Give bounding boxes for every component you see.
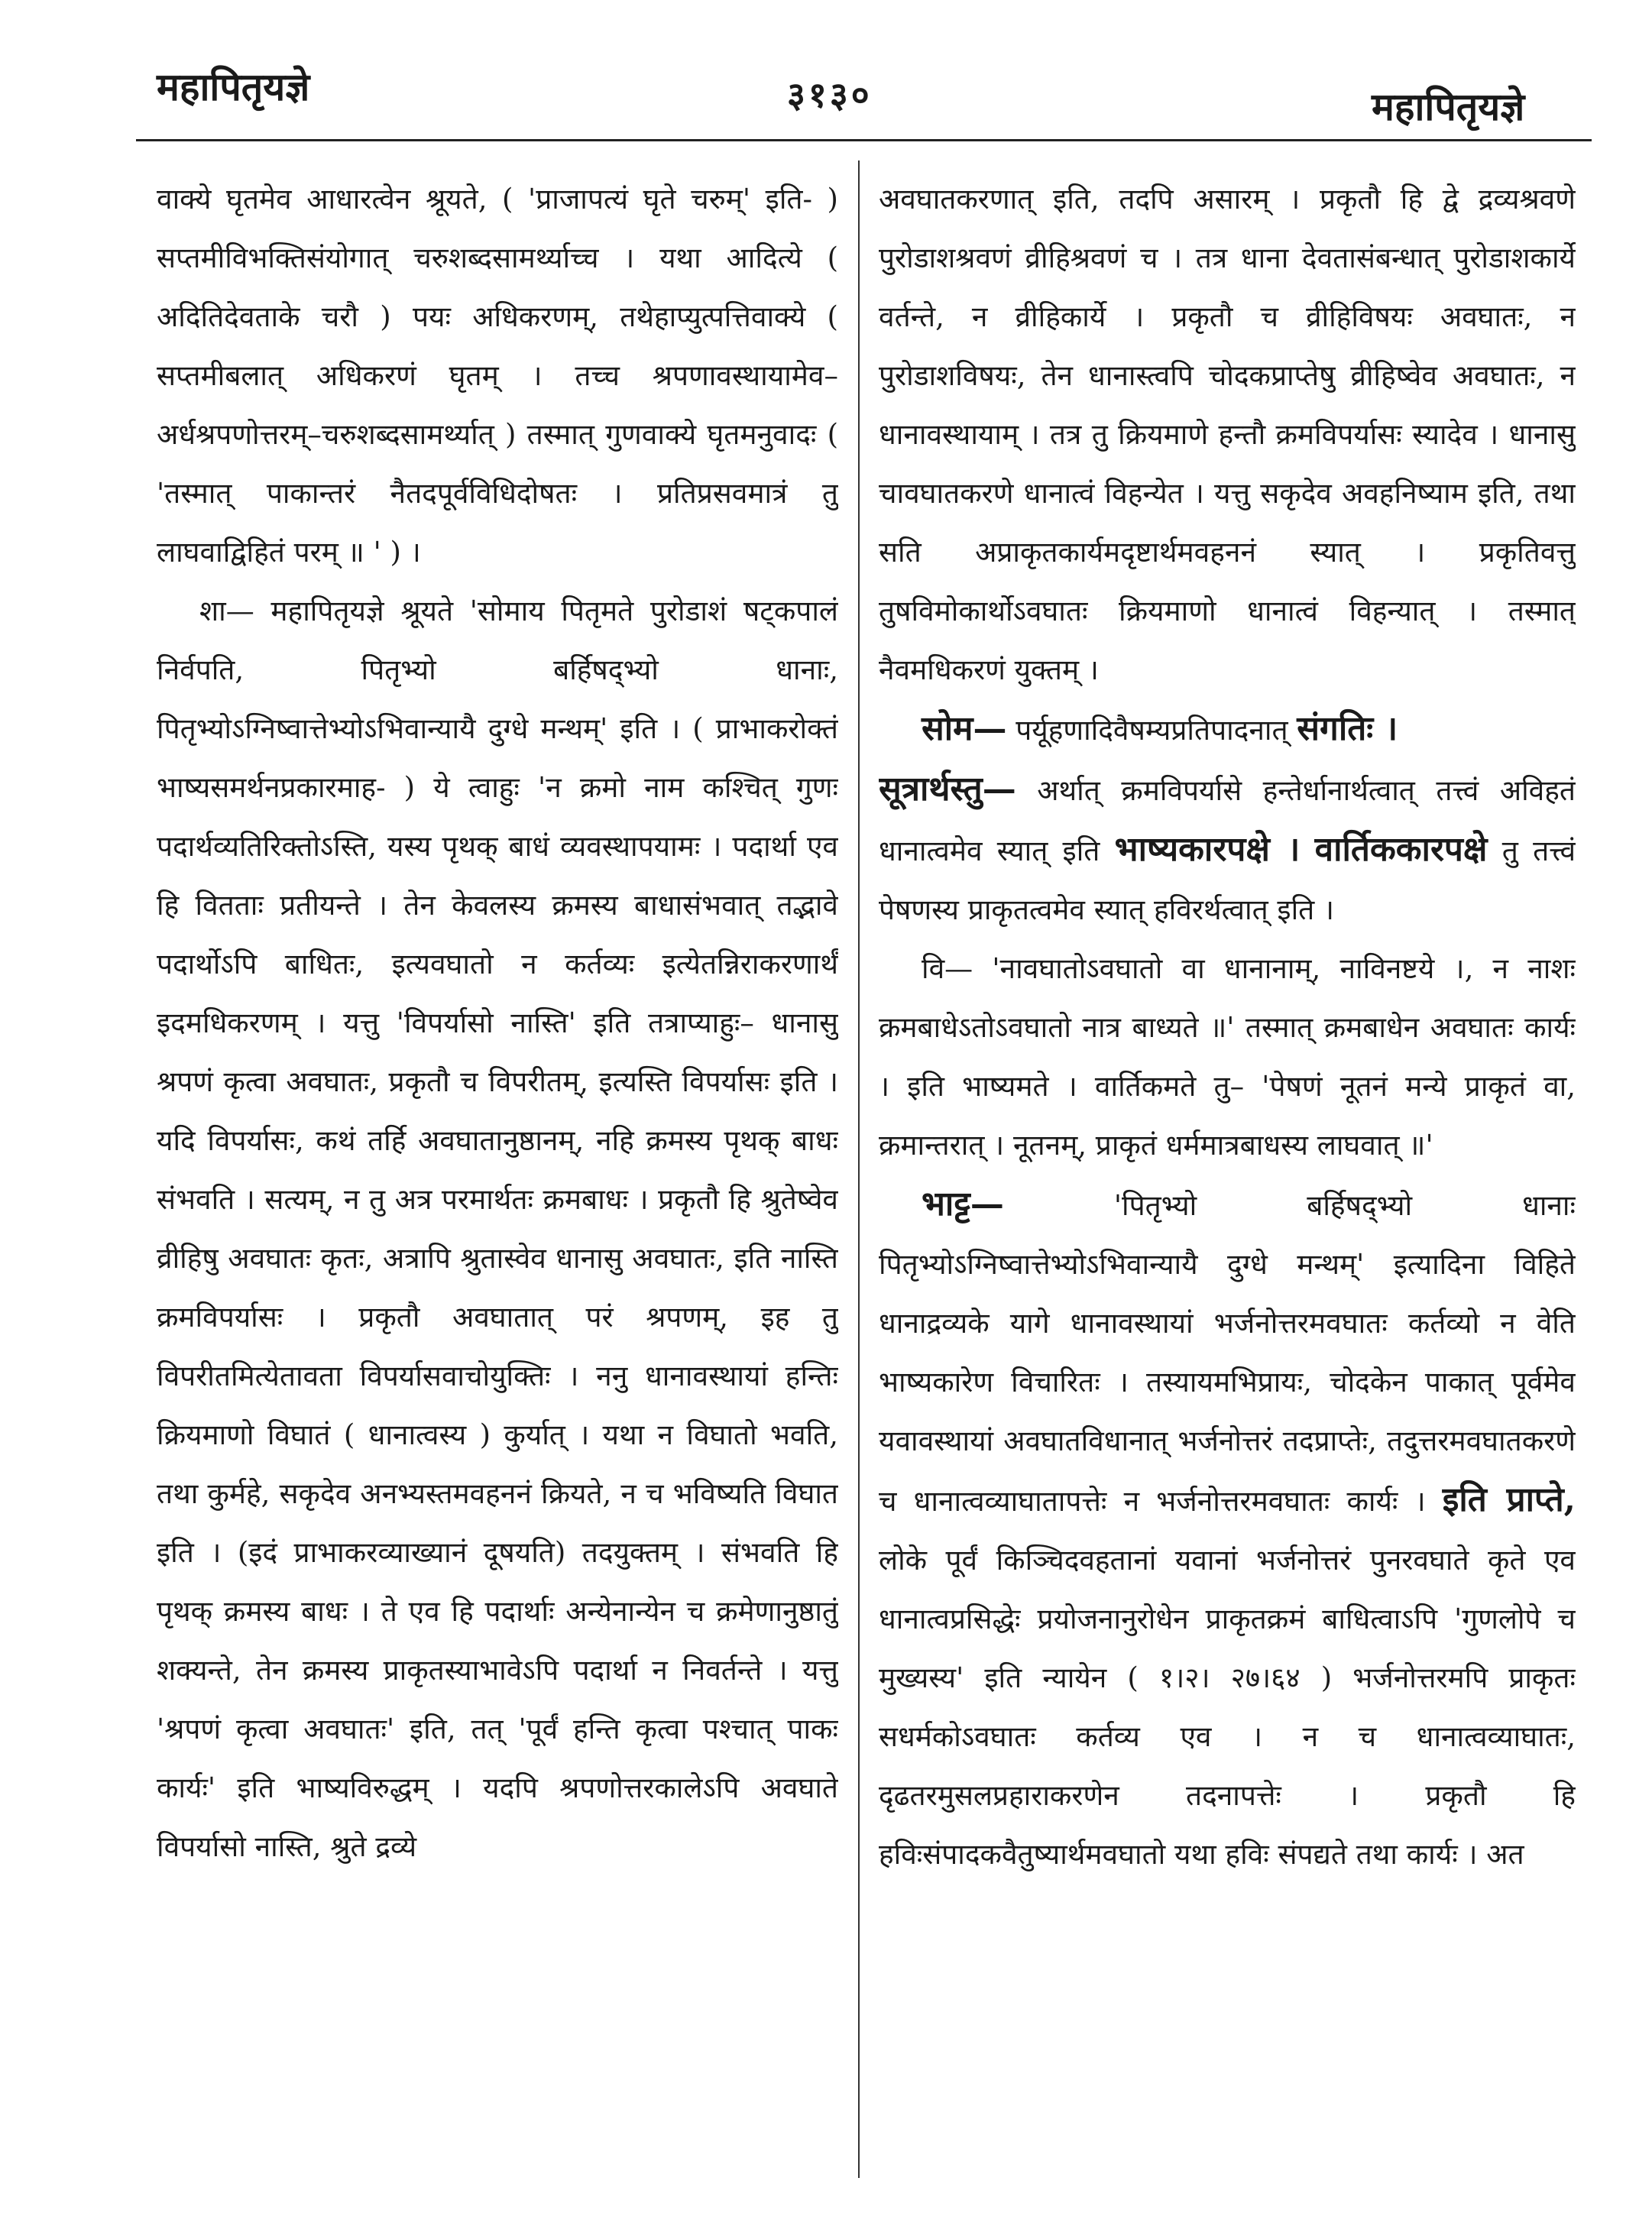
sangati-label: संगतिः । (1297, 709, 1398, 748)
paragraph (157, 582, 838, 1876)
paragraph (879, 939, 1576, 1175)
column-divider (858, 160, 860, 2178)
page-number: ३१३० (787, 74, 873, 115)
bhashyakara-label: भाष्यकारपक्षे । (1114, 830, 1301, 869)
paragraph-text: अर्थात् क्रमविपर्यासे हन्तेर्धानार्थत्वात् तत्त्वं अविहतं धानात्वमेव स्यात् इति (879, 774, 1576, 867)
header-rule (136, 139, 1592, 141)
section-label-soma: सोम— (922, 709, 1007, 748)
paragraph-text: तु तत्त्वं पेषणस्य प्राकृतत्वमेव स्यात् हविरर्थत्वात् इति । (879, 835, 1576, 926)
page-header (0, 0, 1652, 145)
right-column (879, 170, 1576, 2187)
paragraph (879, 699, 1576, 760)
paragraph: वाक्ये घृतमेव आधारत्वेन श्रूयते, ( 'प्राजापत्यं घृते चरुम्' इति- ) सप्तमीविभक्तिसंयोगात् चरुशब्दसामर्थ्याच्च । यथा आदित्ये ( अदितिदेवताके चरौ ) पयः अधिकरणम्, तथेहाप्युत्पत्तिवाक्ये ( सप्तमीबलात् अधिकरणं घृतम् । तच्च श्रपणावस्थायामेव–अर्धश्रपणोत्तरम्–चरुशब्दसामर्थ्यात् ) तस्मात् गुणवाक्ये घृतमनुवादः ( 'तस्मात् पाकान्तरं नैतदपूर्वविधिदोषतः । प्रतिप्रसवमात्रं तु लाघवाद्विहितं परम् ॥ ' ) । (157, 183, 838, 569)
left-column (157, 170, 838, 2187)
running-head-right: महापितृयज्ञे (1372, 84, 1525, 129)
paragraph-text: महापितृयज्ञे श्रूयते 'सोमाय पितृमते पुरोडाशं षट्कपालं निर्वपति, पितृभ्यो बर्हिषद्भ्यो धानाः, पितृभ्योऽग्निष्वात्तेभ्योऽभिवान्यायै दुग्धे मन्थम्' इति । ( प्राभाकरोक्तं भाष्यसमर्थनप्रकारमाह- ) ये त्वाहुः 'न क्रमो नाम कश्चित् गुणः पदार्थव्यतिरिक्तोऽस्ति, यस्य पृथक् बाधं व्यवस्थापयामः । पदार्था एव हि वितताः प्रतीयन्ते । तेन केवलस्य क्रमस्य बाधासंभवात् तद्भावे पदार्थोऽपि बाधितः, इत्यवघातो न कर्तव्यः इत्येतन्निराकरणार्थं इदमधिकरणम् । यत्तु 'विपर्यासो नास्ति' इति तत्राप्याहुः– धानासु श्रपणं कृत्वा अवघातः, प्रकृतौ च विपरीतम्, इत्यस्ति विपर्यासः इति । यदि विपर्यासः, कथं तर्हि अवघातानुष्ठानम्, नहि क्रमस्य पृथक् बाधः संभवति । सत्यम्, न तु अत्र परमार्थतः क्रमबाधः । प्रकृतौ हि श्रुतेष्वेव व्रीहिषु अवघातः कृतः, अत्रापि श्रुतास्वेव धानासु अवघातः, इति नास्ति क्रमविपर्यासः । प्रकृतौ अवघातात् परं श्रपणम्, इह तु विपरीतमित्येतावता विपर्यासवाचोयुक्तिः । ननु धानावस्थायां हन्तिः क्रियमाणो विघातं ( धानात्वस्य ) कुर्यात् । यथा न विघातो भवति, तथा कुर्महे, सकृदेव अनभ्यस्तमवहननं क्रियते, न च भविष्यति विघात इति । (इदं प्राभाकरव्याख्यानं दूषयति) तदयुक्तम् । संभवति हि पृथक् क्रमस्य बाधः । ते एव हि पदार्थाः अन्येनान्येन च क्रमेणानुष्ठातुं शक्यन्ते, तेन क्रमस्य प्राकृतस्याभावेऽपि पदार्था न निवर्तन्ते । यत्तु 'श्रपणं कृत्वा अवघातः' इति, तत् 'पूर्वं हन्ति कृत्वा पश्चात् पाकः कार्यः' इति भाष्यविरुद्धम् । यदपि श्रपणोत्तरकालेऽपि अवघाते विपर्यासो नास्ति, श्रुते द्रव्ये (157, 595, 838, 1863)
paragraph-text: 'पितृभ्यो बर्हिषद्भ्यो धानाः पितृभ्योऽग्निष्वात्तेभ्योऽभिवान्यायै दुग्धे मन्थम्' इत्यादिना विहिते धानाद्रव्यके यागे धानावस्थायां भर्जनोत्तरमवघातः कर्तव्यो न वेति भाष्यकारेण विचारितः । तस्यायमभिप्रायः, चोदकेन पाकात् पूर्वमेव यवावस्थायां अवघातविधानात् भर्जनोत्तरं तदप्राप्तेः, तदुत्तरमवघातकरणे च धानात्वव्याघातापत्तेः न भर्जनोत्तरमवघातः कार्यः । (879, 1189, 1576, 1518)
iti-prapte-label: इति प्राप्ते, (1442, 1480, 1576, 1519)
paragraph (879, 1175, 1576, 1884)
section-label-shabara: शा— (199, 595, 254, 627)
section-label-sutrartha: सूत्रार्थस्तु— (879, 770, 1016, 809)
paragraph-text: 'नावघातोऽवघातो वा धानानाम्, नाविनष्टये ।, न नाशः क्रमबाधेऽतोऽवघातो नात्र बाध्यते ॥' तस्मात् क्रमबाधेन अवघातः कार्यः । इति भाष्यमते । वार्तिकमते तु– 'पेषणं नूतनं मन्ये प्राकृतं वा, क्रमान्तरात् । नूतनम्, प्राकृतं धर्ममात्रबाधस्य लाघवात् ॥' (879, 952, 1576, 1162)
paragraph (879, 760, 1576, 939)
paragraph: अवघातकरणात् इति, तदपि असारम् । प्रकृतौ हि द्वे द्रव्यश्रवणे पुरोडाशश्रवणं व्रीहिश्रवणं च । तत्र धाना देवतासंबन्धात् पुरोडाशकार्ये वर्तन्ते, न व्रीहिकार्ये । प्रकृतौ च व्रीहिविषयः अवघातः, न पुरोडाशविषयः, तेन धानास्त्वपि चोदकप्राप्तेषु व्रीहिष्वेव अवघातः, न धानावस्थायाम् । तत्र तु क्रियमाणे हन्तौ क्रमविपर्यासः स्यादेव । धानासु चावघातकरणे धानात्वं विहन्येत । यत्तु सकृदेव अवहनिष्याम इति, तथा सति अप्राकृतकार्यमदृष्टार्थमवहननं स्यात् । प्रकृतिवत्तु तुषविमोकार्थोऽवघातः क्रियमाणो धानात्वं विहन्यात् । तस्मात् नैवमधिकरणं युक्तम् । (879, 183, 1576, 686)
section-label-vi: वि— (922, 952, 973, 985)
paragraph-text: पर्यूहणादिवैषम्यप्रतिपादनात् (1015, 714, 1288, 747)
section-label-bhatta: भाट्ट— (922, 1185, 1004, 1223)
vartika-label: वार्तिककारपक्षे (1314, 830, 1488, 869)
running-head-left: महापितृयज्ञे (157, 64, 310, 109)
paragraph-text: लोके पूर्वं किञ्चिदवहतानां यवानां भर्जनोत्तरं पुनरवघाते कृते एव धानात्वप्रसिद्धेः प्रयोजनानुरोधेन प्राकृतक्रमं बाधित्वाऽपि 'गुणलोपे च मुख्यस्य' इति न्यायेन ( १।२। २७।६४ ) भर्जनोत्तरमपि प्राकृतः सधर्मकोऽवघातः कर्तव्य एव । न च धानात्वव्याघातः, दृढतरमुसलप्रहाराकरणेन तदनापत्तेः । प्रकृतौ हि हविःसंपादकवैतुष्यार्थमवघातो यथा हविः संपद्यते तथा कार्यः । अत (879, 1544, 1576, 1871)
